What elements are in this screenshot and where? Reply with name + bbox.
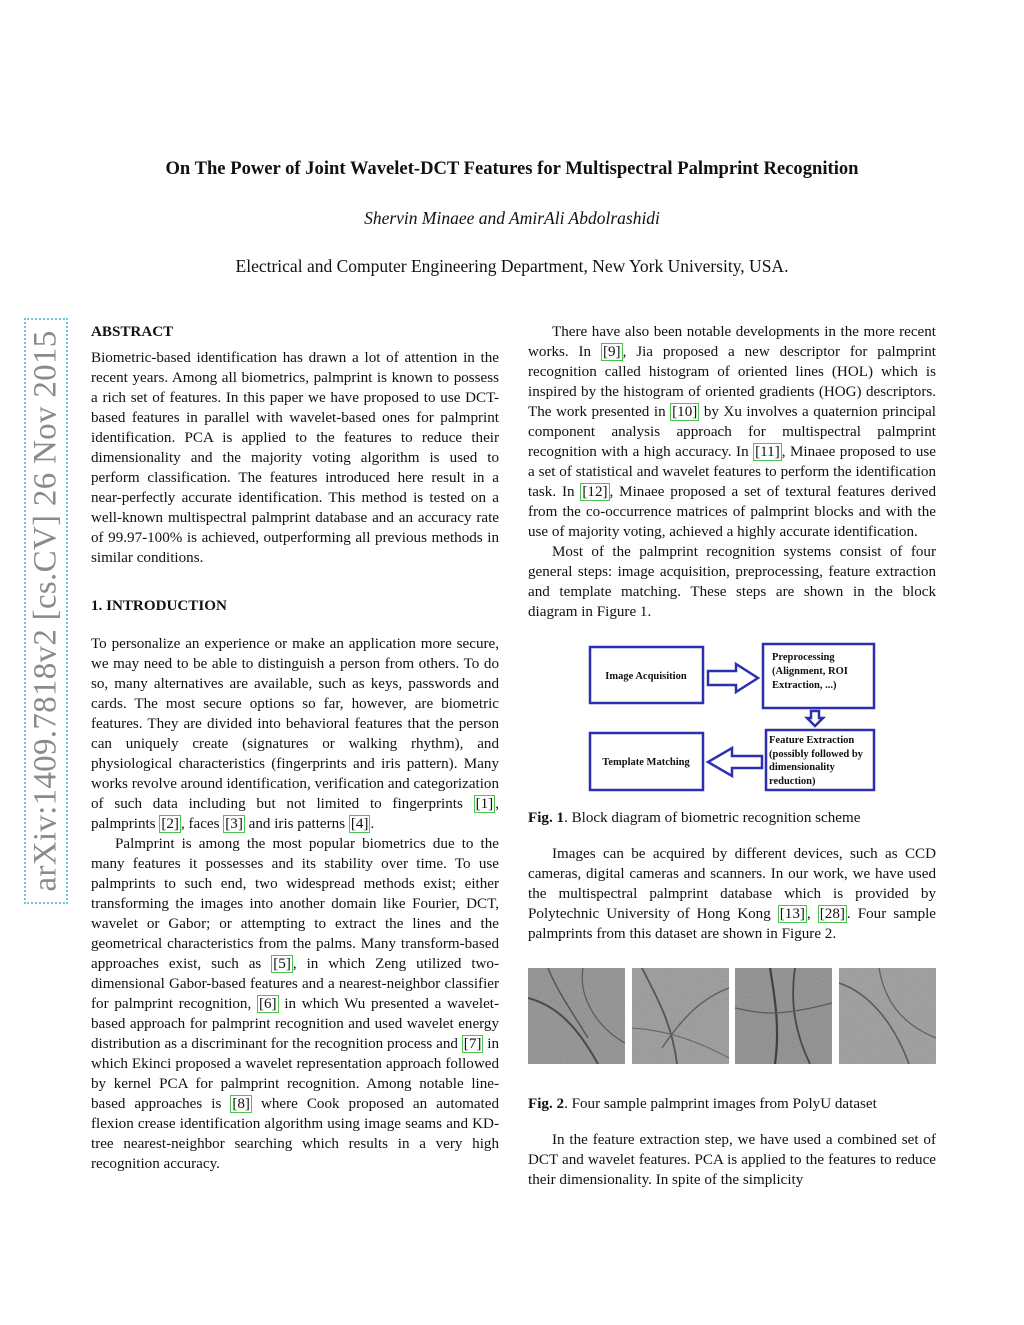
citation-4[interactable]: [4]	[350, 816, 369, 832]
palmprint-sample-2	[632, 968, 729, 1064]
citation-2[interactable]: [2]	[161, 816, 179, 832]
right-column	[528, 322, 936, 1190]
citation-7[interactable]: [7]	[463, 1036, 482, 1052]
figure-2-label: Fig. 2	[528, 1096, 565, 1112]
intro-heading: 1. INTRODUCTION	[91, 598, 227, 614]
intro-p2-text-4: in which Ekinci proposed a wavelet representation approach followed by kernel PCA for palmprint recognition. Among notable line-based approaches is	[91, 1036, 499, 1112]
intro-p1-text-1: To personalize an experience or make an application more secure, we may need to be able to distinguish a person from others. To do so, many alternatives are available, such as keys, passwords and cards. The most secure options so far, however, are biometric features. They are divided into behavioral features that the person can uniquely create (signatures or walking rhythm), and physiological characteristics (fingerprints and iris pattern). Many works revolve around identification, verification and categorization of such data including but not limited to fingerprints	[91, 636, 499, 812]
intro-p2-text-1: Palmprint is among the most popular biometrics due to the many features it possesses and its stability over time. To use palmprints to such end, two widespread methods exist; either transforming the images into another domain like Fourier, DCT, wavelet or Gabor; or attempting to extract the lines and the geometrical characteristics from the palms. Many transform-based approaches exist, such as	[91, 836, 499, 972]
figure-2-palmprint-samples	[528, 968, 936, 1064]
citation-5[interactable]: [5]	[273, 956, 291, 972]
box3-line1: Feature Extraction	[769, 735, 855, 746]
box2-line2: (Alignment, ROI	[772, 666, 848, 677]
palmprint-sample-4	[839, 968, 936, 1064]
figure-1-caption-text: . Block diagram of biometric recognition scheme	[564, 810, 861, 826]
citation-12[interactable]: [12]	[582, 484, 608, 500]
figure-2-caption-text: . Four sample palmprint images from PolyU dataset	[564, 1096, 877, 1112]
right-p3-text-1: Images can be acquired by different devices, such as CCD cameras, digital cameras and scanners. In our work, we have used the multispectral palmprint database which is provided by Polytechnic University of Hong Kong	[528, 846, 936, 922]
box2-line3: Extraction, ...)	[772, 680, 837, 691]
box4-label: Template Matching	[602, 757, 690, 768]
right-p1-text-1: There have also been notable developments in the more recent works. In	[528, 324, 936, 360]
citation-3[interactable]: [3]	[225, 816, 243, 832]
right-p1-text-2: , Jia proposed a new descriptor for palmprint recognition called histogram of oriented lines (HOL) which is inspired by the histogram of oriented gradients (HOG) descriptors. The work presented in	[528, 344, 936, 420]
citation-8[interactable]: [8]	[232, 1096, 250, 1112]
paper-authors: Shervin Minaee and AmirAli Abdolrashidi	[364, 208, 660, 228]
box3-line2: (possibly followed by	[769, 749, 863, 760]
arxiv-identifier-box	[24, 318, 68, 904]
box3-line4: reduction)	[769, 776, 816, 787]
right-p1-text-3: by Xu involves a quaternion principal component analysis approach for multispectral palmprint recognition with a high accuracy. In	[528, 404, 936, 460]
intro-p1-text-4: and iris patterns	[244, 816, 349, 832]
right-p1-text-4: , Minaee proposed to use a set of statistical and wavelet features to perform the identification task. In	[528, 444, 936, 500]
intro-p2-text-5: where Cook proposed an automated flexion crease identification algorithm using image seams and KD-tree nearest-neighbor searching which results in a very high recognition accuracy.	[91, 1096, 499, 1172]
right-paragraph-2: Most of the palmprint recognition systems consist of four general steps: image acquisition, preprocessing, feature extraction and template matching. These steps are shown in the block diagram in Figure 1.	[528, 544, 936, 620]
arrow-right	[708, 664, 758, 692]
right-paragraph-3	[528, 844, 936, 944]
citation-13[interactable]: [13]	[779, 906, 805, 922]
citation-10[interactable]: [10]	[672, 404, 698, 420]
citation-9[interactable]: [9]	[602, 344, 621, 360]
citation-1[interactable]: [1]	[475, 796, 494, 812]
intro-p1-text-2: , palmprints	[91, 796, 499, 832]
right-p1-text-5: , Minaee proposed a set of textural features derived from the co-occurrence matrices of palmprint blocks and with the use of majority voting, achieved a highly accurate identification.	[528, 484, 936, 540]
palmprint-sample-3	[735, 968, 832, 1064]
abstract-heading: ABSTRACT	[91, 324, 174, 340]
box1-label: Image Acquisition	[605, 671, 687, 682]
box3-line3: dimensionality	[769, 762, 835, 773]
palmprint-sample-1	[528, 968, 625, 1064]
right-paragraph-1	[528, 322, 936, 542]
citation-6[interactable]: [6]	[258, 996, 277, 1012]
citation-28[interactable]: [28]	[819, 906, 845, 922]
right-p3-text-3: . Four sample palmprints from this dataset are shown in Figure 2.	[528, 906, 937, 942]
intro-paragraph-2	[91, 834, 499, 1174]
intro-paragraph-1	[91, 634, 499, 834]
paper-title: On The Power of Joint Wavelet-DCT Features for Multispectral Palmprint Recognition	[165, 158, 859, 179]
figure-1-label: Fig. 1	[528, 810, 565, 826]
intro-p2-text-3: in which Wu presented a wavelet-based approach for palmprint recognition and used wavelet energy distribution as a discriminant for the recognition process and	[91, 996, 499, 1052]
paper-affiliation: Electrical and Computer Engineering Department, New York University, USA.	[235, 256, 789, 276]
block-diagram-svg	[528, 638, 936, 800]
citation-11[interactable]: [11]	[755, 444, 780, 460]
intro-p2-text-2: , in which Zeng utilized two-dimensional Gabor-based features and a nearest-neighbor classifier for palmprint recognition,	[91, 956, 500, 1012]
right-paragraph-4: In the feature extraction step, we have used a combined set of DCT and wavelet features. PCA is applied to the features to reduce their dimensionality. In spite of the simplicity	[528, 1132, 936, 1188]
left-column	[91, 322, 499, 1174]
abstract-text: Biometric-based identification has drawn a lot of attention in the recent years. Among all biometrics, palmprint is known to possess a rich set of features. In this paper we have proposed to use DCT-based features in parallel with wavelet-based ones for palmprint identification. PCA is applied to the features to reduce their dimensionality and the majority voting algorithm is used to perform classification. The features introduced here result in a near-perfectly accurate identification. This method is tested on a well-known multispectral palmprint database and an accuracy rate of 99.97-100% is achieved, outperforming all previous methods in similar conditions.	[91, 350, 499, 566]
intro-p1-text-5: .	[370, 816, 375, 832]
arxiv-identifier: arXiv:1409.7818v2 [cs.CV] 26 Nov 2015	[27, 330, 64, 892]
right-p3-text-2: ,	[806, 906, 818, 922]
arrow-left	[708, 748, 762, 776]
figure-2-caption	[528, 1094, 936, 1114]
box2-line1: Preprocessing	[772, 652, 835, 663]
figure-1-block-diagram	[528, 638, 936, 800]
arrow-down	[807, 711, 823, 726]
intro-p1-text-3: , faces	[180, 816, 224, 832]
figure-1-caption	[528, 808, 936, 828]
